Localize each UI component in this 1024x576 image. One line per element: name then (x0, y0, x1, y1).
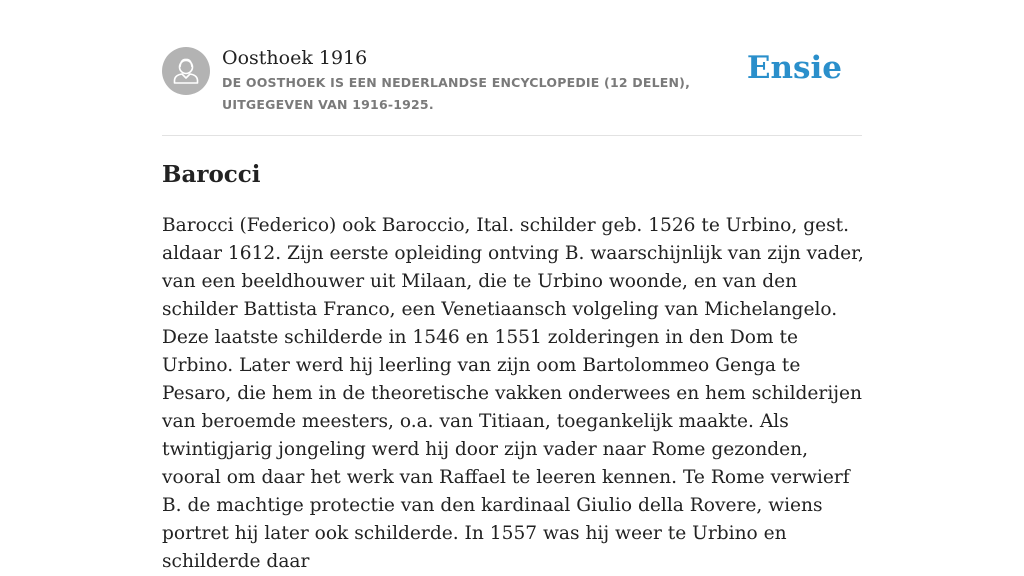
header-divider (162, 135, 862, 136)
article-title: Barocci (162, 161, 261, 188)
source-description: DE OOSTHOEK IS EEN NEDERLANDSE ENCYCLOPEDIE (12 DELEN), UITGEGEVEN VAN 1916-1925. (222, 75, 691, 112)
ensie-logo-link[interactable]: Ensie (746, 50, 842, 86)
source-header (162, 46, 862, 118)
user-icon (162, 47, 210, 95)
source-title[interactable]: Oosthoek 1916 (222, 47, 368, 69)
article-body: Barocci (Federico) ook Baroccio, Ital. schilder geb. 1526 te Urbino, gest. aldaar 1612. Zijn eerste opleiding ontving B. waarschijnlijk van zijn vader, van een beeldhouwer uit Milaan, die te Urbino woonde, en van den schilder Battista Franco, een Venetiaansch volgeling van Michelangelo. Deze laatste schilderde in 1546 en 1551 zolderingen in den Dom te Urbino. Later werd hij leerling van zijn oom Bartolommeo Genga te Pesaro, die hem in de theoretische vakken onderwees en hem schilderijen van beroemde meesters, o.a. van Titiaan, toegankelijk maakte. Als twintigjarig jongeling werd hij door zijn vader naar Rome gezonden, vooral om daar het werk van Raffael te leeren kennen. Te Rome verwierf B. de machtige protectie van den kardinaal Giulio della Rovere, wiens portret hij later ook schilderde. In 1557 was hij weer te Urbino en schilderde daar (162, 215, 864, 572)
source-avatar[interactable] (162, 47, 210, 95)
